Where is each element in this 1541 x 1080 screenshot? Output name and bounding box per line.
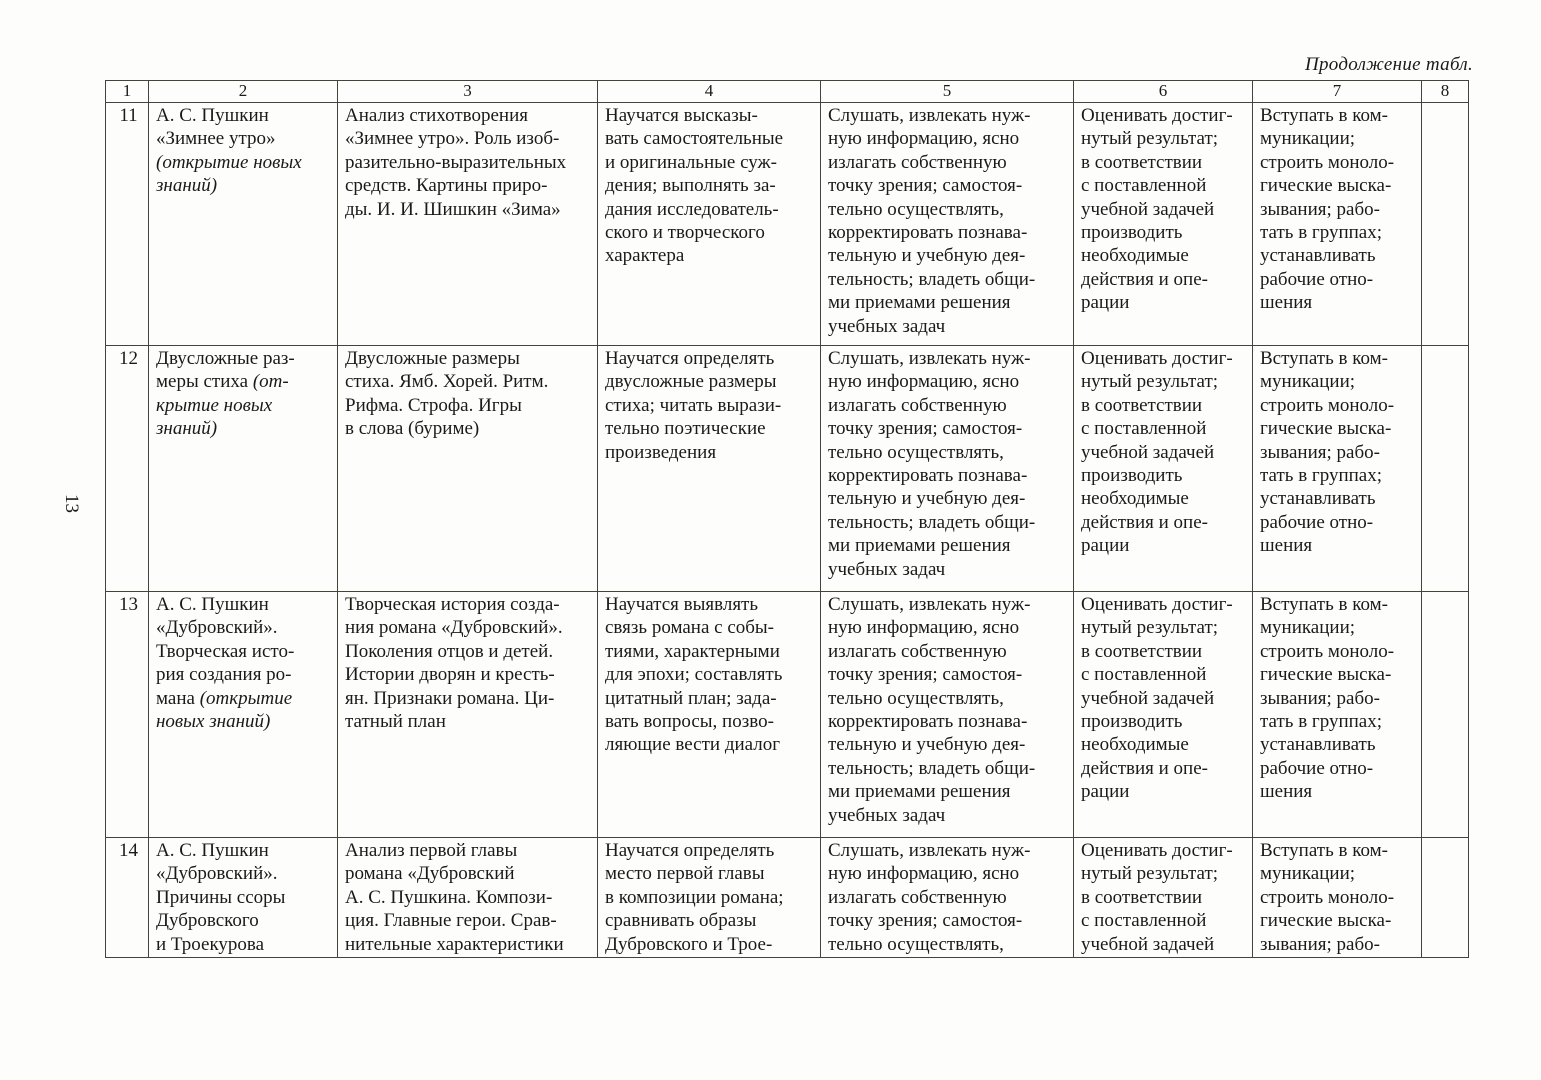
table-continuation-label: Продолжение табл. [1304, 54, 1473, 75]
row12-col2-cell: Двусложные раз- меры стиха (от- крытие новых знаний) [149, 346, 338, 592]
column-header-6: 6 [1074, 81, 1253, 103]
row11-col2-cell: А. С. Пушкин «Зимнее утро» (открытие новых знаний) [149, 103, 338, 346]
row14-col5-cell: Слушать, извлекать нуж- ную информацию, ясно излагать собственную точку зрения; самостоя- тельно осуществлять, [821, 838, 1074, 958]
column-header-1: 1 [106, 81, 149, 103]
row12-col8-empty-cell [1422, 346, 1469, 592]
lesson-plan-table [105, 80, 1469, 958]
row11-col5-cell: Слушать, извлекать нуж- ную информацию, ясно излагать собственную точку зрения; самостоя- тельно осуществлять, корректировать познава- тельную и учебную дея- тельность; владеть общи- ми приемами решения учебных задач [821, 103, 1074, 346]
row13-col2-cell: А. С. Пушкин «Дубровский». Творческая исто- рия создания ро- мана (открытие новых знаний) [149, 592, 338, 838]
column-header-2: 2 [149, 81, 338, 103]
row13-col5-cell: Слушать, извлекать нуж- ную информацию, ясно излагать собственную точку зрения; самостоя- тельно осуществлять, корректировать познава- тельную и учебную дея- тельность; владеть общи- ми приемами решения учебных задач [821, 592, 1074, 838]
lesson-number-12: 12 [106, 346, 149, 592]
row13-col6-cell: Оценивать достиг- нутый результат; в соответствии с поставленной учебной задачей производить необходимые действия и опе- рации [1074, 592, 1253, 838]
lesson-number-13: 13 [106, 592, 149, 838]
row11-col8-empty-cell [1422, 103, 1469, 346]
page-number: 13 [61, 494, 82, 513]
row14-col2-cell: А. С. Пушкин «Дубровский». Причины ссоры Дубровского и Троекурова [149, 838, 338, 958]
column-header-5: 5 [821, 81, 1074, 103]
lesson-number-11: 11 [106, 103, 149, 346]
row13-col7-cell: Вступать в ком- муникации; строить моноло- гические выска- зывания; рабо- тать в группах; устанавливать рабочие отно- шения [1253, 592, 1422, 838]
row11-col3-cell: Анализ стихотворения «Зимнее утро». Роль изоб- разительно-выразительных средств. Картины приро- ды. И. И. Шишкин «Зима» [338, 103, 598, 346]
row11-col4-cell: Научатся высказы- вать самостоятельные и оригинальные суж- дения; выполнять за- дания исследователь- ского и творческого характера [598, 103, 821, 346]
row11-col7-cell: Вступать в ком- муникации; строить моноло- гические выска- зывания; рабо- тать в группах; устанавливать рабочие отно- шения [1253, 103, 1422, 346]
table-row-12 [106, 346, 1469, 592]
row14-col4-cell: Научатся определять место первой главы в композиции романа; сравнивать образы Дубровского и Трое- [598, 838, 821, 958]
row12-col7-cell: Вступать в ком- муникации; строить моноло- гические выска- зывания; рабо- тать в группах; устанавливать рабочие отно- шения [1253, 346, 1422, 592]
column-header-7: 7 [1253, 81, 1422, 103]
row13-col8-empty-cell [1422, 592, 1469, 838]
row13-col4-cell: Научатся выявлять связь романа с собы- тиями, характерными для эпохи; составлять цитатный план; зада- вать вопросы, позво- ляющие вести диалог [598, 592, 821, 838]
row12-col4-cell: Научатся определять двусложные размеры стиха; читать вырази- тельно поэтические произведения [598, 346, 821, 592]
row13-col3-cell: Творческая история созда- ния романа «Дубровский». Поколения отцов и детей. Истории дворян и кресть- ян. Признаки романа. Ци- татный план [338, 592, 598, 838]
lesson-number-14: 14 [106, 838, 149, 958]
row14-col8-empty-cell [1422, 838, 1469, 958]
row14-col6-cell: Оценивать достиг- нутый результат; в соответствии с поставленной учебной задачей [1074, 838, 1253, 958]
column-header-4: 4 [598, 81, 821, 103]
row11-col6-cell: Оценивать достиг- нутый результат; в соответствии с поставленной учебной задачей производить необходимые действия и опе- рации [1074, 103, 1253, 346]
row12-col5-cell: Слушать, извлекать нуж- ную информацию, ясно излагать собственную точку зрения; самостоя- тельно осуществлять, корректировать познава- тельную и учебную дея- тельность; владеть общи- ми приемами решения учебных задач [821, 346, 1074, 592]
row14-col3-cell: Анализ первой главы романа «Дубровский А. С. Пушкина. Компози- ция. Главные герои. Срав- нительные характеристики [338, 838, 598, 958]
table-row-11 [106, 103, 1469, 346]
table-row-14 [106, 838, 1469, 958]
column-number-header-row [106, 81, 1469, 103]
row14-col7-cell: Вступать в ком- муникации; строить моноло- гические выска- зывания; рабо- [1253, 838, 1422, 958]
row12-col3-cell: Двусложные размеры стиха. Ямб. Хорей. Ритм. Рифма. Строфа. Игры в слова (буриме) [338, 346, 598, 592]
column-header-8: 8 [1422, 81, 1469, 103]
table-row-13 [106, 592, 1469, 838]
column-header-3: 3 [338, 81, 598, 103]
row12-col6-cell: Оценивать достиг- нутый результат; в соответствии с поставленной учебной задачей производить необходимые действия и опе- рации [1074, 346, 1253, 592]
